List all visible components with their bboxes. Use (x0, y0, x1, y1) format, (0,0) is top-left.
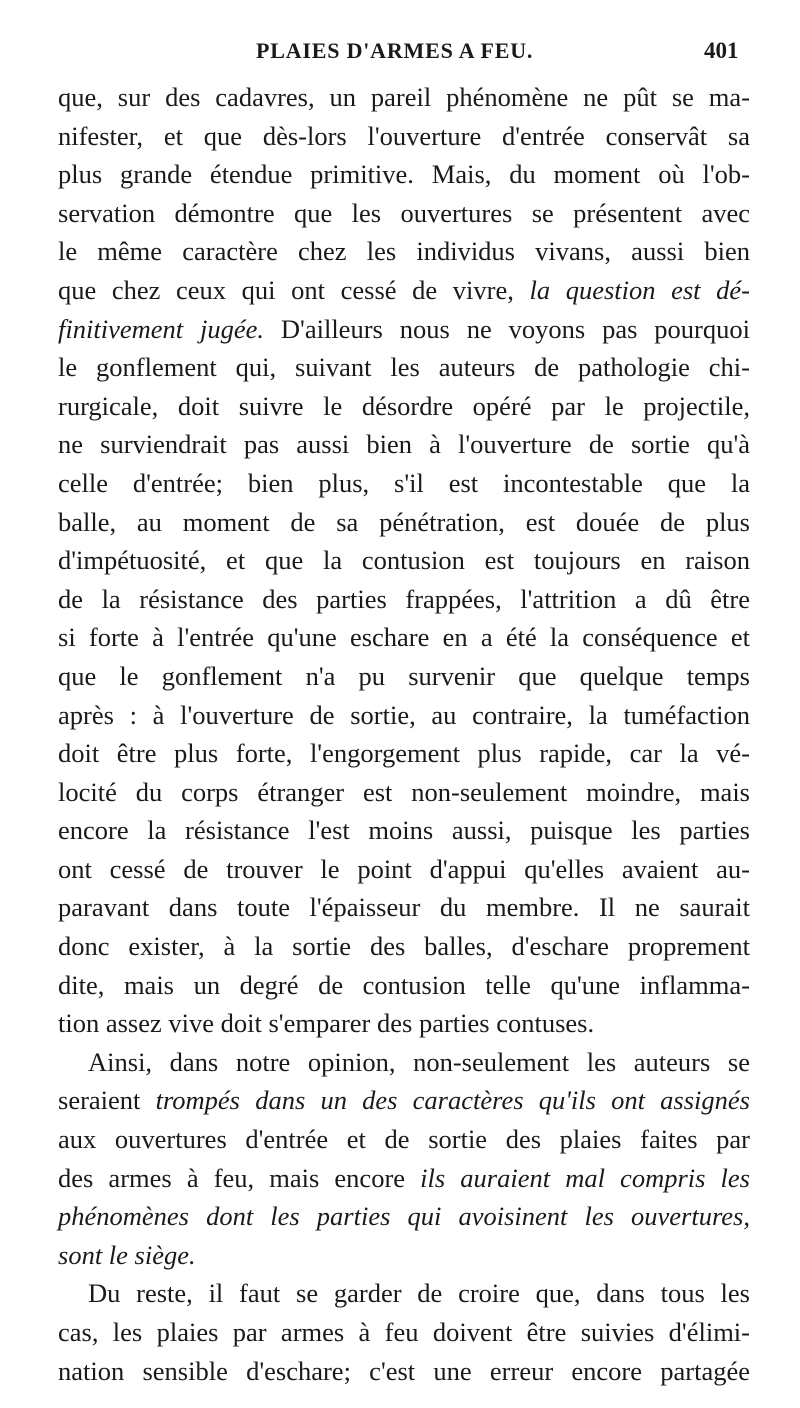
text-line (58, 927, 750, 966)
body-text (58, 78, 750, 1390)
text-segment: donc exister, à la sortie des balles, d'eschare proprement (58, 931, 750, 962)
text-line (58, 966, 750, 1005)
text-segment: balle, au moment de sa pénétration, est douée de plus (58, 506, 750, 537)
text-line (58, 310, 750, 349)
italic-text: ils auraient mal compris les (420, 1162, 750, 1193)
text-line (58, 1120, 750, 1159)
text-segment: ont cessé de trouver le point d'appui qu'elles avaient au- (58, 853, 750, 884)
text-line (58, 696, 750, 735)
italic-text: la question est dé- (529, 274, 751, 305)
text-segment: paravant dans toute l'épaisseur du membre. Il ne saurait (58, 892, 750, 923)
text-line (58, 1197, 750, 1236)
text-segment: locité du corps étranger est non-seulement moindre, mais (58, 776, 750, 807)
text-segment: dite, mais un degré de contusion telle qu'une inflamma- (58, 969, 750, 1000)
text-line (58, 194, 750, 233)
text-segment: rurgicale, doit suivre le désordre opéré par le projectile, (58, 390, 750, 421)
text-line (58, 618, 750, 657)
text-line (58, 464, 750, 503)
text-segment: le gonflement qui, suivant les auteurs de pathologie chi- (58, 352, 750, 383)
text-segment: D'ailleurs nous ne voyons pas pourquoi (264, 313, 750, 344)
text-line (58, 657, 750, 696)
text-line (58, 425, 750, 464)
text-line (58, 387, 750, 426)
page-number: 401 (704, 38, 739, 63)
text-segment: doit être plus forte, l'engorgement plus rapide, car la vé- (58, 738, 750, 769)
text-line (58, 1159, 750, 1198)
running-header (0, 38, 800, 72)
text-line (58, 348, 750, 387)
italic-text: finitivement jugée. (58, 313, 265, 344)
text-segment: plus grande étendue primitive. Mais, du moment où l'ob- (58, 159, 750, 190)
text-segment: encore la résistance l'est moins aussi, puisque les parties (58, 815, 750, 846)
text-line (58, 1236, 750, 1275)
text-segment: ne surviendrait pas aussi bien à l'ouverture de sortie qu'à (58, 429, 750, 460)
text-line (58, 1352, 750, 1391)
text-segment: cas, les plaies par armes à feu doivent être suivies d'élimi- (58, 1317, 750, 1347)
text-segment: seraient (58, 1085, 156, 1116)
text-line (58, 503, 750, 542)
text-segment: Ainsi, dans notre opinion, non-seulement les auteurs se (88, 1046, 750, 1077)
text-segment: nation sensible d'eschare; c'est une erreur encore partagée (58, 1355, 750, 1386)
italic-text: trompés dans un des caractères qu'ils ont assignés (155, 1085, 750, 1116)
text-line (58, 811, 750, 850)
text-segment: après : à l'ouverture de sortie, au contraire, la tuméfaction (58, 699, 750, 730)
text-segment: que, sur des cadavres, un pareil phénomène ne pût se ma- (58, 82, 750, 112)
text-segment: aux ouvertures d'entrée et de sortie des plaies faites par (58, 1124, 750, 1155)
text-line (58, 117, 750, 156)
text-line (58, 850, 750, 889)
text-segment: celle d'entrée; bien plus, s'il est incontestable que la (58, 467, 750, 498)
text-segment: de la résistance des parties frappées, l'attrition a dû être (58, 583, 750, 614)
text-segment: des armes à feu, mais encore (58, 1162, 421, 1193)
text-segment: le même caractère chez les individus vivans, aussi bien (58, 236, 750, 267)
text-line (58, 1274, 750, 1313)
text-line (58, 541, 750, 580)
text-line (58, 155, 750, 194)
italic-text: phénomènes dont les parties qui avoisinent les ouvertures, (58, 1201, 750, 1232)
running-title: PLAIES D'ARMES A FEU. (256, 38, 534, 63)
text-segment: si forte à l'entrée qu'une eschare en a été la conséquence et (58, 622, 750, 653)
text-line (58, 232, 750, 271)
text-line (58, 1313, 750, 1352)
text-segment: d'impétuosité, et que la contusion est toujours en raison (58, 545, 750, 576)
text-line (58, 1043, 750, 1082)
text-line (58, 734, 750, 773)
text-line (58, 271, 750, 310)
text-segment: nifester, et que dès-lors l'ouverture d'entrée conservât sa (58, 120, 750, 151)
text-line (58, 888, 750, 927)
text-line (58, 580, 750, 619)
text-segment: Du reste, il faut se garder de croire que, dans tous les (88, 1278, 750, 1309)
text-line (58, 1081, 750, 1120)
text-line (58, 773, 750, 812)
text-segment: que le gonflement n'a pu survenir que quelque temps (58, 660, 750, 691)
italic-text: sont le siège. (58, 1239, 196, 1270)
text-segment: que chez ceux qui ont cessé de vivre, (58, 274, 530, 305)
text-segment: tion assez vive doit s'emparer des parties contuses. (58, 1008, 595, 1039)
text-line (58, 78, 750, 117)
text-line (58, 1004, 750, 1043)
text-segment: servation démontre que les ouvertures se présentent avec (58, 197, 750, 228)
